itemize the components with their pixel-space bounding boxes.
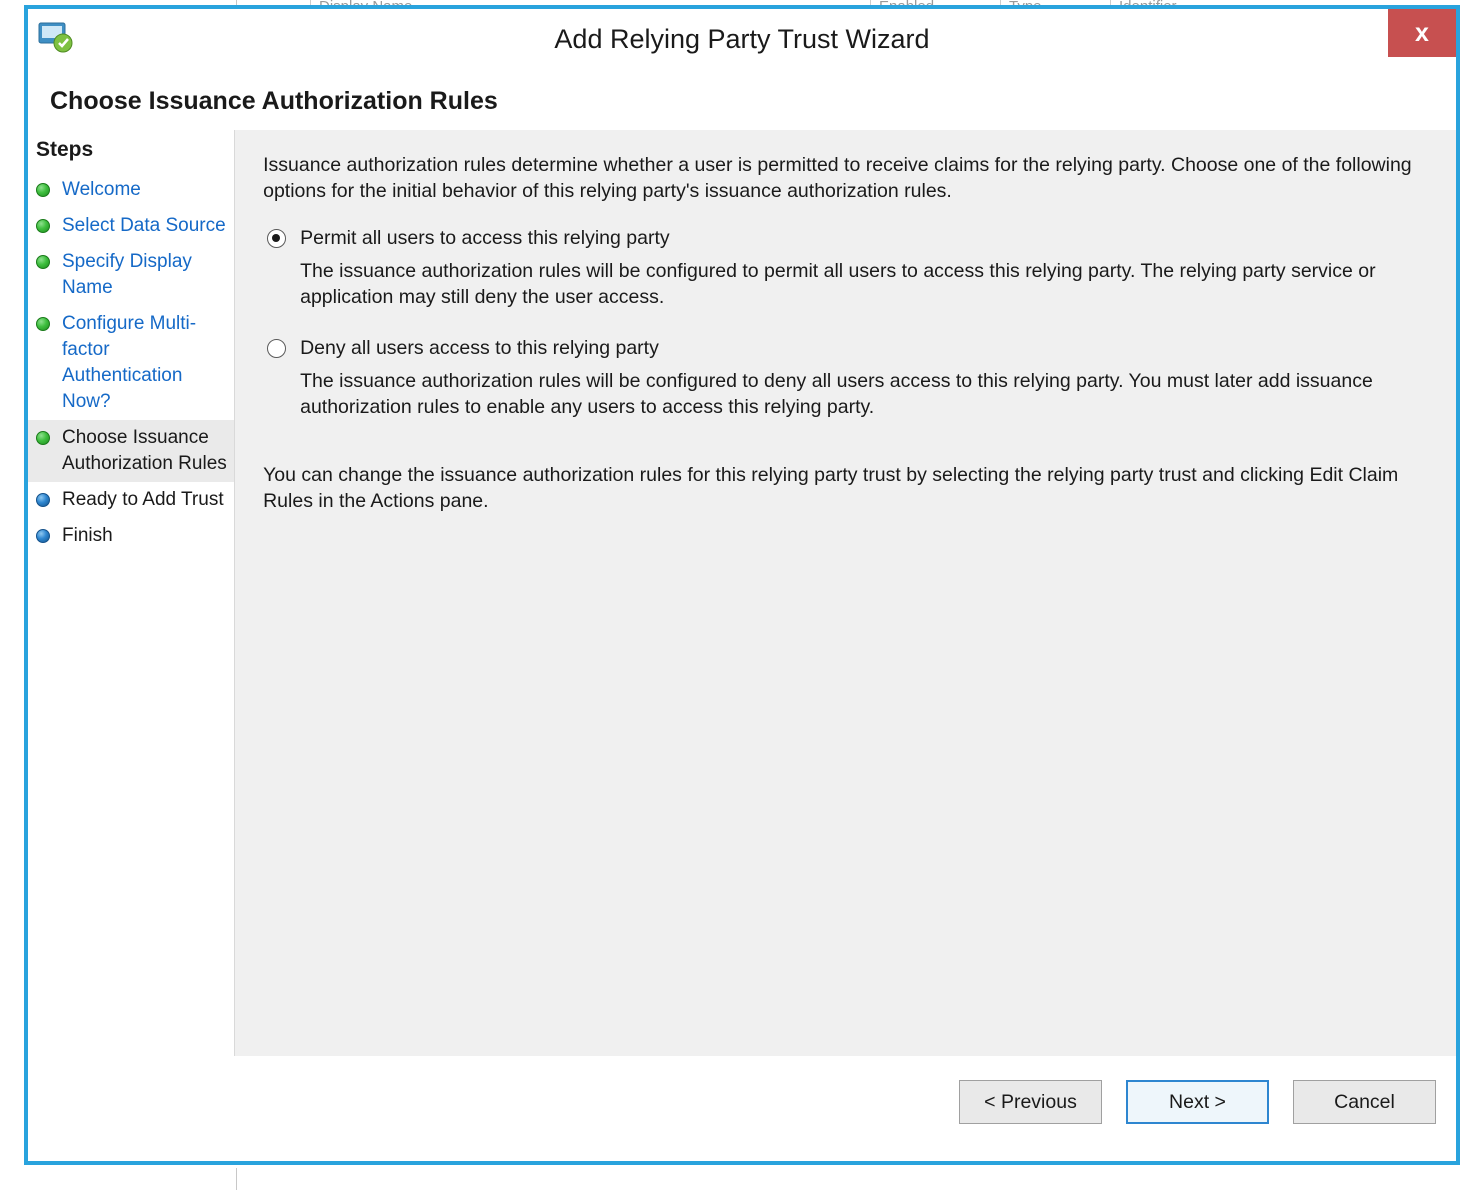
sidebar-item-choose-issuance-authorization-rules bbox=[28, 420, 234, 482]
radio-permit-all-users-description: The issuance authorization rules will be configured to permit all users to access this relying party. The relying party service or application may still deny the user access. bbox=[300, 260, 1376, 308]
page-title: Choose Issuance Authorization Rules bbox=[50, 87, 498, 115]
sidebar-item-ready-to-add-trust bbox=[28, 482, 234, 518]
sidebar-item-label: Specify Display Name bbox=[62, 251, 192, 298]
steps-pane bbox=[28, 130, 235, 1056]
sidebar-item-label: Welcome bbox=[62, 179, 141, 200]
status-dot-icon bbox=[36, 183, 50, 197]
content-pane bbox=[235, 130, 1456, 1056]
status-dot-icon bbox=[36, 493, 50, 507]
radio-permit-all-users-row[interactable] bbox=[263, 226, 1428, 250]
radio-deny-all-users-description: The issuance authorization rules will be configured to deny all users access to this relying party. You must later add issuance authorization rules to enable any users to access this relying party. bbox=[300, 370, 1373, 418]
radio-deny-all-users-row[interactable] bbox=[263, 336, 1428, 360]
sidebar-item-select-data-source[interactable] bbox=[28, 208, 234, 244]
title-bar bbox=[28, 9, 1456, 69]
background-divider-bottom bbox=[236, 1168, 237, 1190]
wizard-dialog bbox=[24, 5, 1460, 1165]
sidebar-item-finish bbox=[28, 518, 234, 554]
status-dot-icon bbox=[36, 529, 50, 543]
status-dot-icon bbox=[36, 317, 50, 331]
radio-permit-all-users[interactable] bbox=[267, 229, 286, 248]
cancel-button[interactable]: Cancel bbox=[1293, 1080, 1436, 1124]
radio-deny-all-users[interactable] bbox=[267, 339, 286, 358]
dialog-body bbox=[28, 130, 1456, 1056]
sidebar-item-label: Select Data Source bbox=[62, 215, 226, 236]
dialog-footer bbox=[28, 1056, 1456, 1148]
note-text: You can change the issuance authorization rules for this relying party trust by selecting the relying party trust and clicking Edit Claim Rules in the Actions pane. bbox=[263, 464, 1399, 512]
sidebar-item-label: Ready to Add Trust bbox=[62, 489, 224, 510]
sidebar-item-label: Finish bbox=[62, 525, 113, 546]
steps-title: Steps bbox=[36, 138, 94, 161]
window-title: Add Relying Party Trust Wizard bbox=[554, 23, 930, 54]
status-dot-icon bbox=[36, 219, 50, 233]
next-button[interactable]: Next > bbox=[1126, 1080, 1269, 1124]
radio-permit-all-users-label: Permit all users to access this relying party bbox=[300, 227, 670, 249]
status-dot-icon bbox=[36, 255, 50, 269]
intro-text: Issuance authorization rules determine whether a user is permitted to receive claims for the relying party. Choose one of the following options for the initial behavior of this relying party's issuance authorization rules. bbox=[263, 154, 1412, 202]
relying-party-trust-icon bbox=[36, 17, 76, 57]
close-icon[interactable]: x bbox=[1388, 9, 1456, 57]
sidebar-item-configure-multi-factor-authentication[interactable] bbox=[28, 306, 234, 420]
sidebar-item-welcome[interactable] bbox=[28, 172, 234, 208]
sidebar-item-label: Choose Issuance Authorization Rules bbox=[62, 427, 227, 474]
sidebar-item-label: Configure Multi-factor Authentication Now? bbox=[62, 313, 197, 412]
sidebar-item-specify-display-name[interactable] bbox=[28, 244, 234, 306]
option-permit-all-users bbox=[263, 226, 1428, 310]
previous-button[interactable]: < Previous bbox=[959, 1080, 1102, 1124]
status-dot-icon bbox=[36, 431, 50, 445]
radio-deny-all-users-label: Deny all users access to this relying party bbox=[300, 337, 659, 359]
option-deny-all-users bbox=[263, 336, 1428, 420]
